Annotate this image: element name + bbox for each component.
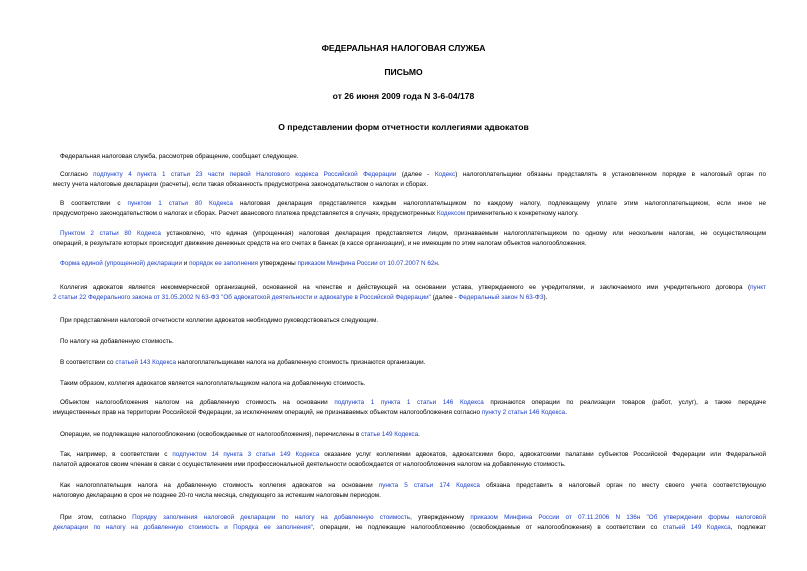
link-vat-filling-procedure[interactable]: Порядку заполнения налоговой декларации по налогу на добавленную стоимость: [132, 514, 411, 521]
link-article-143[interactable]: статьей 143 Кодекса: [115, 359, 176, 366]
link-code[interactable]: Кодекс: [434, 171, 456, 178]
link-article-80-p2[interactable]: Пунктом 2 статьи 80 Кодекса: [60, 230, 161, 237]
paragraph-bar-association: Коллегия адвокатов является некоммерческой организацией, основанной на членстве и действующей на основании устава, утверждаемого ее учредителями, и заключаемого ими учредительного договора (пункт 2 статьи 22 Федерального закона от 31.05.2002 N 63-ФЗ "Об адвокатской деятельности и адвокатуре в Российской Федерации" (далее - Федеральный закон N 63-ФЗ).: [53, 284, 766, 301]
link-minfin-order-136n-cont[interactable]: декларации по налогу на добавленную стоимость и Порядка ее заполнения": [53, 524, 313, 531]
link-article-149-p3-14[interactable]: подпунктом 14 пункта 3 статьи 149 Кодекса: [172, 451, 320, 458]
link-federal-law-63fz[interactable]: 2 статьи 22 Федерального закона от 31.05.2002 N 63-ФЗ "Об адвокатской деятельности и адвокатуре в Российской Федерации": [53, 294, 431, 301]
paragraph-vat-payers: В соответствии со статьей 143 Кодекса налогоплательщиками налога на добавленную стоимость признаются организации.: [60, 359, 426, 366]
link-federal-law-63fz-short[interactable]: Федеральный закон N 63-ФЗ: [458, 294, 544, 301]
link-article-80-p1[interactable]: пунктом 1 статьи 80 Кодекса: [127, 200, 233, 207]
document-subject: О представлении форм отчетности коллегиями адвокатов: [278, 122, 529, 132]
paragraph-declaration: В соответствии с пунктом 1 статьи 80 Кодекса налоговая декларация представляется каждым налогоплательщиком по каждому налогу, подлежащему уплате этим налогоплательщиком, если иное не предусмотрено законодательством о налогах и сборах. Расчет авансового платежа представляется в случаях, предусмотренных Кодексом применительно к конкретному налогу.: [53, 200, 766, 217]
paragraph-vat-heading: По налогу на добавленную стоимость.: [60, 338, 174, 345]
paragraph-text: Федеральная налоговая служба, рассмотрев обращение, сообщает следующее.: [60, 153, 299, 160]
paragraph-declaration-deadline: Как налогоплательщик налога на добавленную стоимость коллегия адвокатов на основании пункта 5 статьи 174 Кодекса обязана представить в налоговый орган по месту своего учета соответствующую налоговую декларацию в срок не позднее 20-го числа месяца, следующего за истекшим налоговым периодом.: [53, 482, 766, 499]
paragraph-example: Так, например, в соответствии с подпунктом 14 пункта 3 статьи 149 Кодекса оказание услуг коллегиями адвокатов, адвокатскими бюро, адвокатскими палатами субъектов Российской Федерации или Федеральной палатой адвокатов своим членам в связи с осуществлением ими профессиональной деятельности освобождается от налогообложения налогом на добавленную стоимость.: [53, 451, 767, 468]
agency-title: ФЕДЕРАЛЬНАЯ НАЛОГОВАЯ СЛУЖБА: [321, 43, 486, 53]
document-date-number: от 26 июня 2009 года N 3-6-04/178: [332, 91, 475, 101]
link-simplified-form[interactable]: Форма единой (упрощенной) декларации: [60, 260, 182, 267]
paragraph-simplified-declaration: Пунктом 2 статьи 80 Кодекса установлено, что единая (упрощенная) налоговая декларация представляется лицом, признаваемым налогоплательщиком по одному или нескольким налогам, не осуществляющим операций, в результате которых происходит движение денежных средств на его счетах в банках (в кассе организации), и не имеющим по этим налогам объектов налогообложения.: [53, 230, 766, 247]
link-article-174-p5[interactable]: пункта 5 статьи 174 Кодекса: [378, 482, 480, 489]
paragraph-obligation: Согласно подпункту 4 пункта 1 статьи 23 части первой Налогового кодекса Российской Федерации (далее - Кодекс) налогоплательщики обязаны представлять в установленном порядке в налоговый орган по месту учета налоговые декларации (расчеты), если такая обязанность предусмотрена законодательством о налогах и сборах.: [53, 171, 766, 188]
paragraph-vat-object: Объектом налогообложения налогом на добавленную стоимость на основании подпункта 1 пункта 1 статьи 146 Кодекса признаются операции по реализации товаров (работ, услуг), а также передаче имущественных прав на территории Российской Федерации, за исключением операций, не признаваемых объектом налогообложения согласно пункту 2 статьи 146 Кодекса.: [53, 399, 767, 416]
paragraph-conclusion: Таким образом, коллегия адвокатов является налогоплательщиком налога на добавленную стоимость.: [60, 380, 366, 387]
link-filling-order[interactable]: порядок ее заполнения: [189, 260, 258, 267]
link-minfin-order-136n[interactable]: приказом Минфина России от 07.11.2006 N 136н "Об утверждении формы налоговой: [470, 514, 766, 521]
link-code-2[interactable]: Кодексом: [436, 210, 466, 217]
paragraph-filling-procedure: При этом, согласно Порядку заполнения налоговой декларации по налогу на добавленную стоимость, утвержденному приказом Минфина России от 07.11.2006 N 136н "Об утверждении формы налоговой декларации по налогу на добавленную стоимость и Порядка ее заполнения", операции, не подлежащие налогообложению (освобождаемые от налогообложения) в соответствии со статьей 149 Кодекса, подлежат: [53, 514, 767, 531]
link-minfin-order-62n[interactable]: приказом Минфина России от 10.07.2007 N 62н: [297, 260, 438, 267]
link-article-149-2[interactable]: статьей 149 Кодекса: [662, 524, 731, 531]
link-tax-code-article-23[interactable]: подпункту 4 пункта 1 статьи 23 части первой Налогового кодекса Российской Федерации: [93, 171, 397, 178]
paragraph-guidance: При представлении налоговой отчетности коллегии адвокатов необходимо руководствоваться следующим.: [60, 317, 379, 324]
link-article-146-p2[interactable]: пункту 2 статьи 146 Кодекса: [481, 409, 566, 416]
link-article-149[interactable]: статье 149 Кодекса: [361, 431, 419, 438]
link-federal-law-63fz-point[interactable]: пункт: [750, 284, 766, 291]
paragraph-intro: [53, 152, 766, 162]
paragraph-form-approval: Форма единой (упрощенной) декларации и порядок ее заполнения утверждены приказом Минфина России от 10.07.2007 N 62н.: [60, 260, 440, 267]
document-type: ПИСЬМО: [384, 67, 423, 77]
link-article-146-p1[interactable]: подпункта 1 пункта 1 статьи 146 Кодекса: [334, 399, 484, 406]
paragraph-exempt-operations: Операции, не подлежащие налогообложению (освобождаемые от налогообложения), перечислены в статье 149 Кодекса.: [60, 431, 420, 438]
